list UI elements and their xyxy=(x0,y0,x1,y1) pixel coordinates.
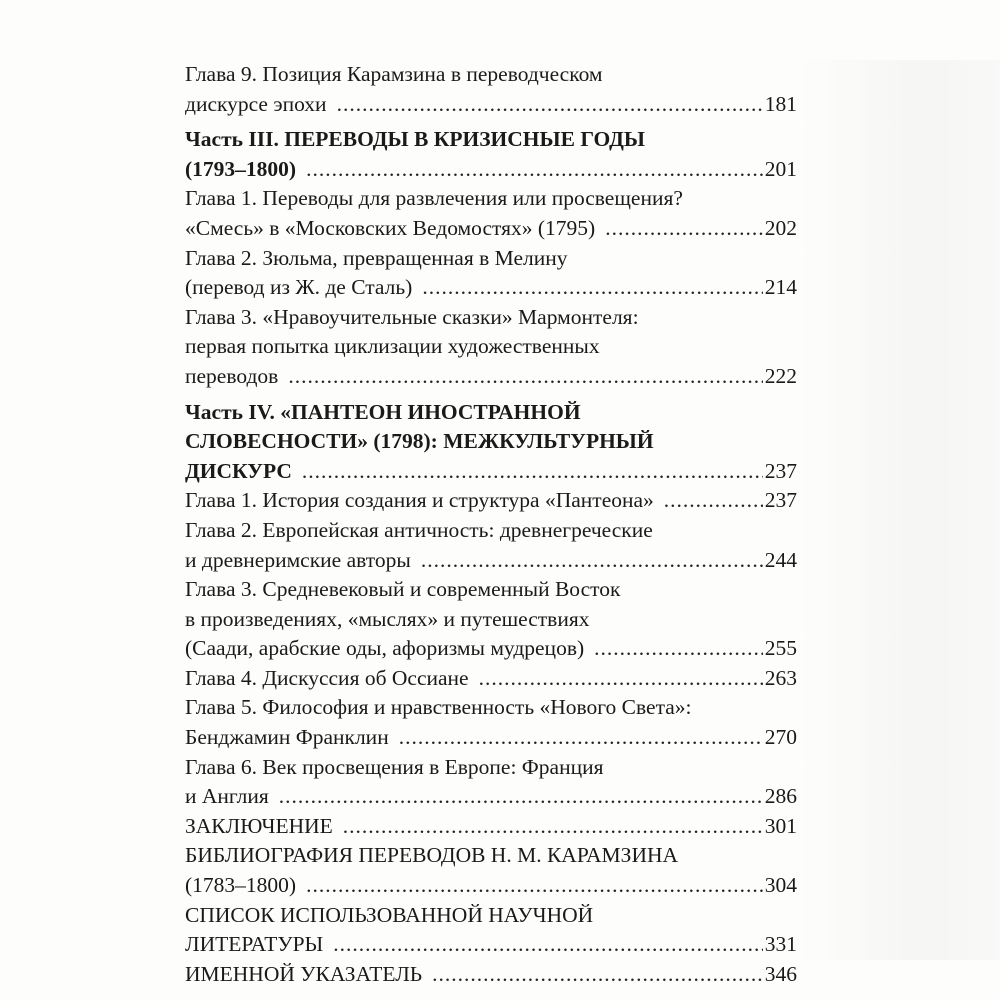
table-of-contents xyxy=(185,60,797,989)
toc-entry-title: (1793–1800) xyxy=(185,156,297,181)
toc-chapter-entry xyxy=(185,664,797,694)
dot-leader xyxy=(421,546,763,576)
toc-entry-title: первая попытка циклизации художественных xyxy=(185,334,600,359)
toc-entry-title: Глава 1. История создания и структура «Пантеона» xyxy=(185,488,654,513)
toc-page-number: 222 xyxy=(764,363,797,388)
toc-entry-title: и древнеримские авторы xyxy=(185,547,411,572)
dot-leader xyxy=(306,871,763,901)
toc-chapter-entry xyxy=(185,244,797,303)
toc-entry-title: СПИСОК ИСПОЛЬЗОВАННОЙ НАУЧНОЙ xyxy=(185,902,594,927)
dot-leader xyxy=(664,486,763,516)
dot-leader xyxy=(302,457,763,487)
toc-entry-title: ЛИТЕРАТУРЫ xyxy=(185,932,324,957)
toc-entry-title: БИБЛИОГРАФИЯ ПЕРЕВОДОВ Н. М. КАРАМЗИНА xyxy=(185,843,679,868)
toc-chapter-entry xyxy=(185,575,797,664)
toc-part-entry xyxy=(185,125,797,184)
dot-leader xyxy=(479,664,763,694)
toc-page-number: 346 xyxy=(764,961,797,986)
toc-entry-line xyxy=(185,362,797,392)
toc-entry-line xyxy=(185,486,797,516)
toc-entry-line xyxy=(185,273,797,303)
toc-entry-line xyxy=(185,960,797,990)
toc-entry-title: переводов xyxy=(185,363,279,388)
toc-section-entry xyxy=(185,960,797,990)
toc-entry-title: «Смесь» в «Московских Ведомостях» (1795) xyxy=(185,215,596,240)
show-through-shadow xyxy=(800,60,1000,960)
toc-page-number: 255 xyxy=(764,636,797,661)
toc-chapter-entry xyxy=(185,516,797,575)
toc-entry-title: и Англия xyxy=(185,784,269,809)
toc-entry-title: ДИСКУРС xyxy=(185,458,292,483)
toc-entry-title: Глава 2. Зюльма, превращенная в Мелину xyxy=(185,245,568,270)
toc-chapter-entry xyxy=(185,693,797,752)
toc-part-entry xyxy=(185,398,797,487)
toc-page-number: 301 xyxy=(764,813,797,838)
toc-chapter-entry xyxy=(185,184,797,243)
toc-entry-title: (Саади, арабские оды, афоризмы мудрецов) xyxy=(185,636,585,661)
toc-entry-line xyxy=(185,812,797,842)
toc-page-number: 214 xyxy=(764,275,797,300)
dot-leader xyxy=(306,155,763,185)
dot-leader xyxy=(333,930,762,960)
toc-entry-line xyxy=(185,871,797,901)
dot-leader xyxy=(279,782,763,812)
toc-page-number: 286 xyxy=(764,784,797,809)
toc-chapter-entry xyxy=(185,753,797,812)
toc-entry-title: Глава 6. Век просвещения в Европе: Франция xyxy=(185,754,604,779)
toc-entry-line xyxy=(185,782,797,812)
dot-leader xyxy=(594,634,763,664)
dot-leader xyxy=(605,214,763,244)
toc-entry-line xyxy=(185,457,797,487)
toc-chapter-entry xyxy=(185,303,797,392)
toc-entry-title: в произведениях, «мыслях» и путешествиях xyxy=(185,606,590,631)
dot-leader xyxy=(432,960,763,990)
dot-leader xyxy=(288,362,762,392)
toc-entry-line xyxy=(185,90,797,120)
toc-entry-title: дискурсе эпохи xyxy=(185,91,327,116)
toc-page-number: 270 xyxy=(764,725,797,750)
toc-chapter-entry xyxy=(185,60,797,119)
toc-page-number: 202 xyxy=(764,215,797,240)
toc-page-number: 331 xyxy=(764,932,797,957)
toc-entry-title: СЛОВЕСНОСТИ» (1798): МЕЖКУЛЬТУРНЫЙ xyxy=(185,429,654,454)
toc-page-number: 237 xyxy=(764,458,797,483)
toc-entry-title: Глава 5. Философия и нравственность «Нового Света»: xyxy=(185,695,692,720)
toc-entry-line xyxy=(185,664,797,694)
toc-entry-title: Часть III. ПЕРЕВОДЫ В КРИЗИСНЫЕ ГОДЫ xyxy=(185,127,646,152)
toc-entry-title: (1783–1800) xyxy=(185,873,297,898)
dot-leader xyxy=(422,273,762,303)
dot-leader xyxy=(337,90,763,120)
toc-entry-title: Бенджамин Франклин xyxy=(185,725,389,750)
toc-entry-line xyxy=(185,546,797,576)
toc-page-number: 263 xyxy=(764,665,797,690)
toc-entry-line xyxy=(185,155,797,185)
toc-entry-title: Глава 2. Европейская античность: древнегреческие xyxy=(185,517,653,542)
toc-section-entry xyxy=(185,812,797,842)
toc-entry-title: Глава 9. Позиция Карамзина в переводческом xyxy=(185,62,603,86)
toc-entry-title: Глава 4. Дискуссия об Оссиане xyxy=(185,665,469,690)
toc-page-number: 181 xyxy=(764,91,797,116)
toc-entry-title: Часть IV. «ПАНТЕОН ИНОСТРАННОЙ xyxy=(185,399,581,424)
toc-page-number: 244 xyxy=(764,547,797,572)
toc-entry-title: ИМЕННОЙ УКАЗАТЕЛЬ xyxy=(185,961,423,986)
toc-entry-line xyxy=(185,930,797,960)
toc-page-number: 304 xyxy=(764,873,797,898)
toc-entry-title: ЗАКЛЮЧЕНИЕ xyxy=(185,813,333,838)
toc-page-number: 237 xyxy=(764,488,797,513)
dot-leader xyxy=(399,723,763,753)
toc-entry-title: Глава 3. «Нравоучительные сказки» Мармонтеля: xyxy=(185,304,639,329)
toc-page-number: 201 xyxy=(764,156,797,181)
toc-entry-title: Глава 1. Переводы для развлечения или просвещения? xyxy=(185,186,683,211)
toc-entry-line xyxy=(185,723,797,753)
toc-entry-title: (перевод из Ж. де Сталь) xyxy=(185,275,413,300)
toc-section-entry xyxy=(185,841,797,900)
dot-leader xyxy=(343,812,763,842)
toc-chapter-entry xyxy=(185,486,797,516)
toc-entry-line xyxy=(185,634,797,664)
toc-entry-line xyxy=(185,214,797,244)
toc-entry-title: Глава 3. Средневековый и современный Восток xyxy=(185,577,621,602)
toc-section-entry xyxy=(185,901,797,960)
